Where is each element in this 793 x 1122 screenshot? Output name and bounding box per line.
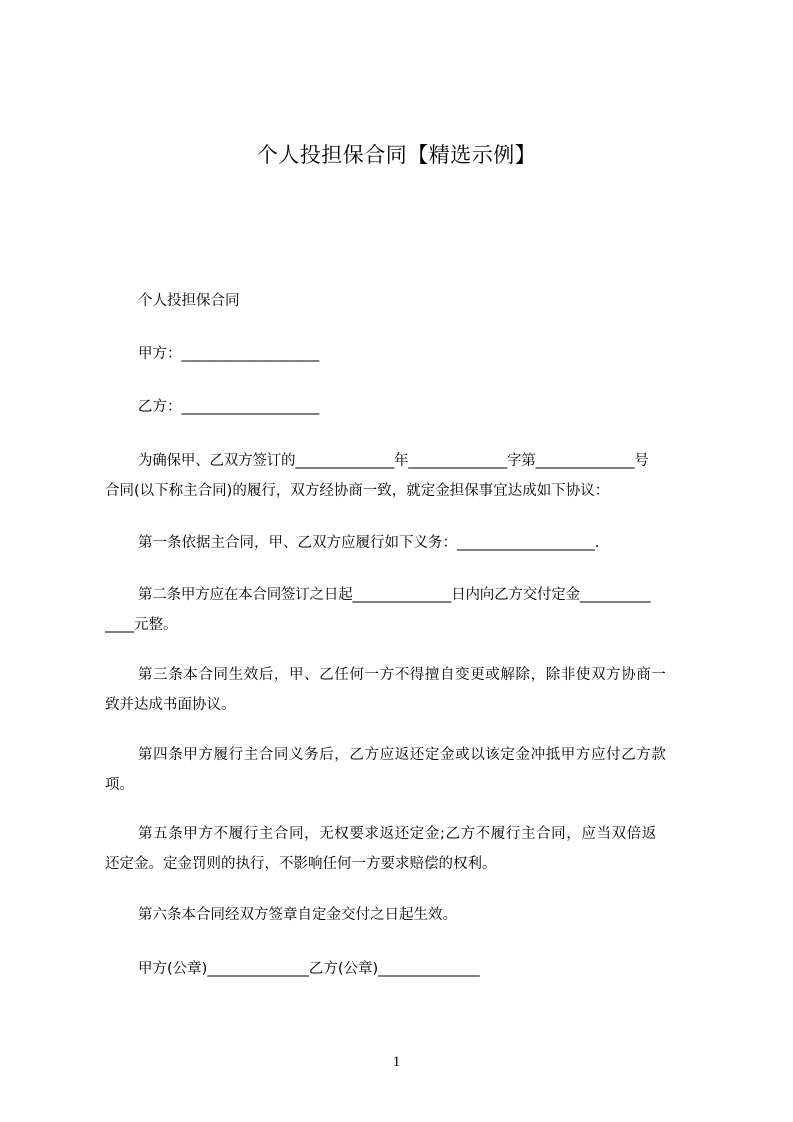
article-6 (105, 900, 738, 930)
article-1-text: 第一条依据主合同，甲、乙双方应履行如下义务：___________________. (138, 535, 600, 551)
article-6-text: 第六条本合同经双方签章自定金交付之日起生效。 (138, 907, 457, 923)
article-2-line-2: ____元整。 (105, 617, 178, 633)
intro-paragraph (105, 446, 705, 506)
article-4 (105, 740, 705, 800)
intro-line-2: 合同(以下称主合同)的履行，双方经协商一致，就定金担保事宜达成如下协议： (105, 483, 610, 499)
article-5 (105, 819, 705, 879)
subtitle (105, 286, 738, 316)
signature-line (105, 954, 738, 984)
article-3 (105, 660, 705, 720)
article-4-line-1: 第四条甲方履行主合同义务后，乙方应返还定金或以该定金冲抵甲方应付乙方款 (138, 747, 667, 763)
party-b-line (105, 392, 738, 422)
article-4-line-2: 项。 (105, 777, 134, 793)
party-b-text: 乙方：___________________ (138, 399, 320, 415)
subtitle-text: 个人投担保合同 (138, 293, 240, 309)
article-5-line-1: 第五条甲方不履行主合同，无权要求返还定金;乙方不履行主合同，应当双倍返 (138, 826, 657, 842)
party-a-text: 甲方：___________________ (138, 346, 320, 362)
party-a-line (105, 339, 738, 369)
article-1 (105, 528, 738, 558)
article-5-line-2: 还定金。定金罚则的执行，不影响任何一方要求赔偿的权利。 (105, 856, 497, 872)
page-number: 1 (392, 1054, 401, 1070)
intro-line-1: 为确保甲、乙双方签订的______________年______________字第______________号 (138, 453, 649, 469)
article-2-line-1: 第二条甲方应在本合同签订之日起______________日内向乙方交付定金__________ (138, 587, 651, 603)
article-2 (105, 580, 705, 640)
document-title: 个人投担保合同【精选示例】 (256, 143, 537, 167)
signature-text: 甲方(公章)______________乙方(公章)______________ (138, 961, 480, 977)
article-3-line-1: 第三条本合同生效后，甲、乙任何一方不得擅自变更或解除，除非使双方协商一 (138, 667, 667, 683)
article-3-line-2: 致并达成书面协议。 (105, 697, 236, 713)
